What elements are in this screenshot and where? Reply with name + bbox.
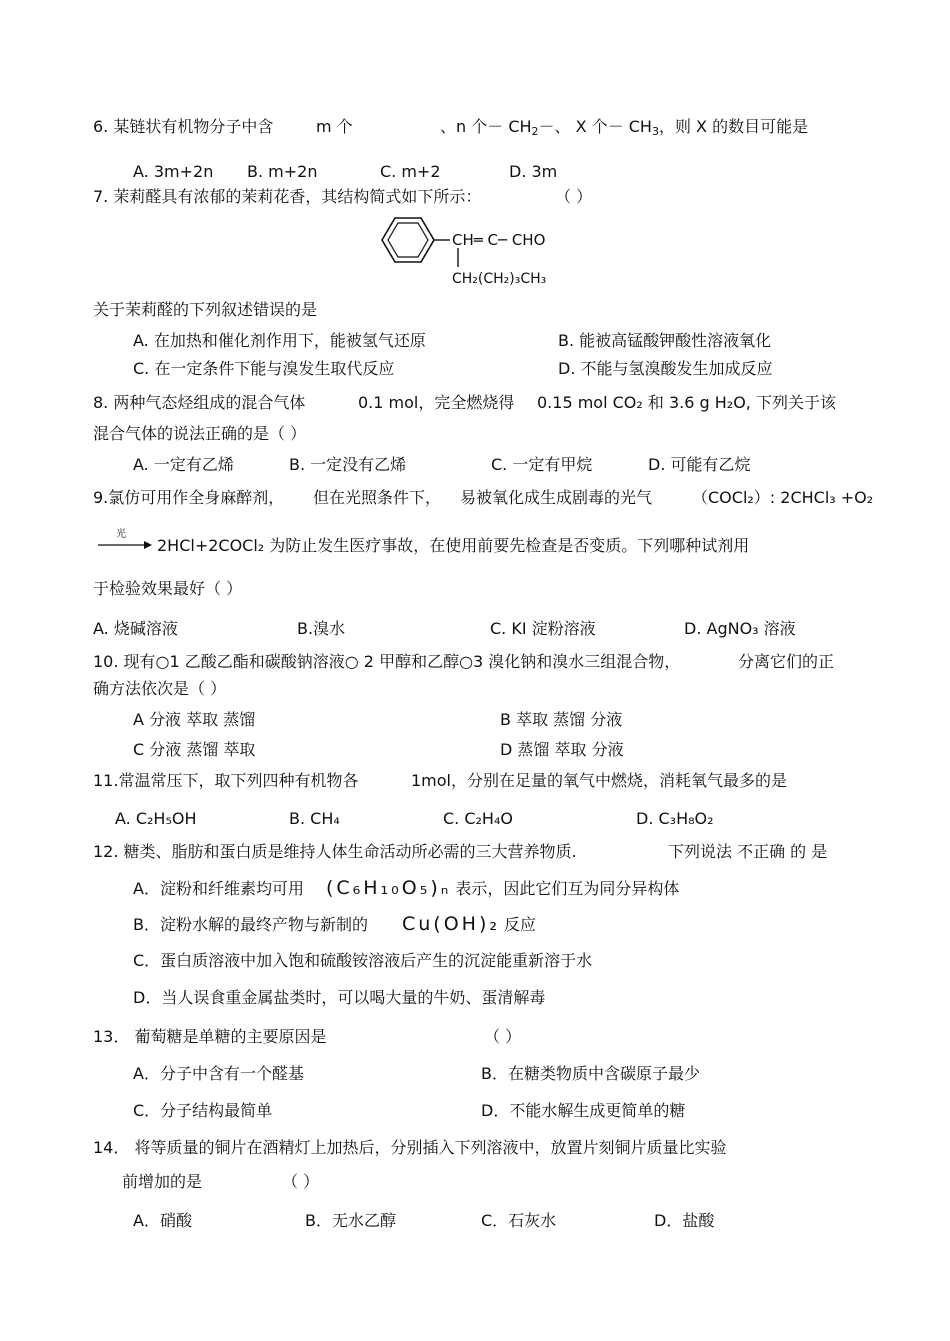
q14-answer-paren: （ ）	[282, 1172, 320, 1191]
q8-stem-part2: 0.1 mol，完全燃烧得	[358, 393, 515, 412]
q13-option-a: A．分子中含有一个醛基	[133, 1064, 304, 1083]
q7-option-b: B. 能被高锰酸钾酸性溶液氧化	[558, 331, 772, 350]
q8-stem-part3: 0.15 mol CO₂ 和 3.6 g H₂O, 下列关于该	[537, 393, 836, 412]
q10-stem-part2: 分离它们的正	[738, 652, 835, 671]
q8-option-d: D. 可能有乙烷	[648, 455, 751, 474]
q7-answer-paren: （ ）	[555, 187, 593, 206]
q11-option-a: A. C₂H₅OH	[115, 809, 197, 828]
q9-option-d: D. AgNO₃ 溶液	[684, 619, 796, 638]
q9-stem-part1: 9.氯仿可用作全身麻醉剂，	[93, 488, 285, 507]
q8-stem-line2: 混合气体的说法正确的是（ ）	[93, 424, 307, 443]
q11-stem-part2: 1mol，分别在足量的氧气中燃烧，消耗氧气最多的是	[411, 771, 788, 790]
q11-option-c: C. C₂H₄O	[443, 809, 513, 828]
q7-option-a: A. 在加热和催化剂作用下，能被氢气还原	[133, 331, 426, 350]
q9-stem-part3: 易被氧化成生成剧毒的光气	[460, 488, 653, 507]
q7-stem: 7. 茉莉醛具有浓郁的茉莉花香，其结构简式如下所示：	[93, 187, 482, 206]
q6-stem-part3: 、n 个－ $CH_2-$、 X 个－ $CH_3$，则 X 的数目可能是	[440, 117, 809, 138]
arrow-label: 光	[116, 529, 126, 540]
q14-option-b: B．无水乙醇	[305, 1211, 396, 1230]
q13-answer-paren: （ ）	[484, 1027, 522, 1046]
q8-option-b: B. 一定没有乙烯	[289, 455, 407, 474]
struct-bottom-formula: CH₂(CH₂)₃CH₃	[452, 271, 547, 287]
jasminaldehyde-structure	[355, 210, 575, 290]
q8-option-c: C. 一定有甲烷	[491, 455, 593, 474]
q10-stem-line2: 确方法依次是（ ）	[93, 679, 227, 698]
q9-option-b: B.溴水	[297, 619, 346, 638]
q6-stem-part2: m 个	[316, 117, 353, 136]
light-reaction-arrow	[96, 526, 154, 552]
struct-top-formula: CH═ C─ CHO	[452, 231, 546, 249]
q10-option-b: B 萃取 蒸馏 分液	[500, 710, 623, 729]
q7-option-c: C. 在一定条件下能与溴发生取代反应	[133, 359, 395, 378]
q6-option-b: B. m+2n	[247, 162, 318, 181]
q12-option-a: A．淀粉和纤维素均可用 (C₆H₁₀O₅)ₙ 表示，因此它们互为同分异构体	[133, 877, 680, 899]
q10-option-d: D 蒸馏 萃取 分液	[500, 740, 624, 759]
q11-option-b: B. CH₄	[289, 809, 340, 828]
q10-option-c: C 分液 蒸馏 萃取	[133, 740, 256, 759]
q9-stem-part4: （COCl₂）: 2CHCl₃ +O₂	[692, 488, 874, 507]
q9-option-c: C. KI 淀粉溶液	[490, 619, 596, 638]
q6-option-d: D. 3m	[509, 162, 558, 181]
q6-option-c: C. m+2	[380, 162, 441, 181]
q7-lead: 关于茉莉醛的下列叙述错误的是	[93, 300, 318, 319]
q8-option-a: A. 一定有乙烯	[133, 455, 234, 474]
q13-option-c: C．分子结构最简单	[133, 1101, 273, 1120]
q9-stem-line2: 2HCl+2COCl₂ 为防止发生医疗事故，在使用前要先检查是否变质。下列哪种试剂用	[157, 536, 750, 555]
q13-option-d: D．不能水解生成更简单的糖	[481, 1101, 686, 1120]
q14-stem: 14． 将等质量的铜片在酒精灯上加热后，分别插入下列溶液中，放置片刻铜片质量比实验	[93, 1138, 727, 1157]
q12-option-b: B．淀粉水解的最终产物与新制的 Cu(OH)₂ 反应	[133, 913, 536, 935]
q6-stem-part1: 6. 某链状有机物分子中含	[93, 117, 274, 136]
q14-option-a: A．硝酸	[133, 1211, 192, 1230]
q10-stem-part1: 10. 现有○1 乙酸乙酯和碳酸钠溶液○ 2 甲醇和乙醇○3 溴化钠和溴水三组混合物，	[93, 652, 681, 671]
benzene-ring	[382, 218, 434, 262]
benzene-inner-ring	[388, 223, 428, 257]
q9-option-a: A. 烧碱溶液	[93, 619, 178, 638]
q11-stem-part1: 11.常温常压下，取下列四种有机物各	[93, 771, 359, 790]
q14-option-c: C．石灰水	[481, 1211, 557, 1230]
q13-stem: 13． 葡萄糖是单糖的主要原因是	[93, 1027, 327, 1046]
q12-stem-part2: 下列说法 不正确 的 是	[668, 842, 828, 861]
q9-stem-line3: 于检验效果最好（ ）	[93, 579, 243, 598]
q7-option-d: D. 不能与氢溴酸发生加成反应	[558, 359, 773, 378]
q10-option-a: A 分液 萃取 蒸馏	[133, 710, 256, 729]
q12-stem-part1: 12. 糖类、脂肪和蛋白质是维持人体生命活动所必需的三大营养物质.	[93, 842, 577, 861]
q9-stem-part2: 但在光照条件下，	[313, 488, 442, 507]
q11-option-d: D. C₃H₈O₂	[636, 809, 714, 828]
q14-option-d: D．盐酸	[654, 1211, 715, 1230]
q13-option-b: B．在糖类物质中含碳原子最少	[481, 1064, 700, 1083]
q6-option-a: A. 3m+2n	[133, 162, 214, 181]
q14-stem-line2: 前增加的是	[122, 1172, 203, 1191]
q8-stem-part1: 8. 两种气态烃组成的混合气体	[93, 393, 306, 412]
q12-option-c: C．蛋白质溶液中加入饱和硫酸铵溶液后产生的沉淀能重新溶于水	[133, 951, 593, 970]
q12-option-d: D．当人误食重金属盐类时，可以喝大量的牛奶、蛋清解毒	[133, 988, 546, 1007]
